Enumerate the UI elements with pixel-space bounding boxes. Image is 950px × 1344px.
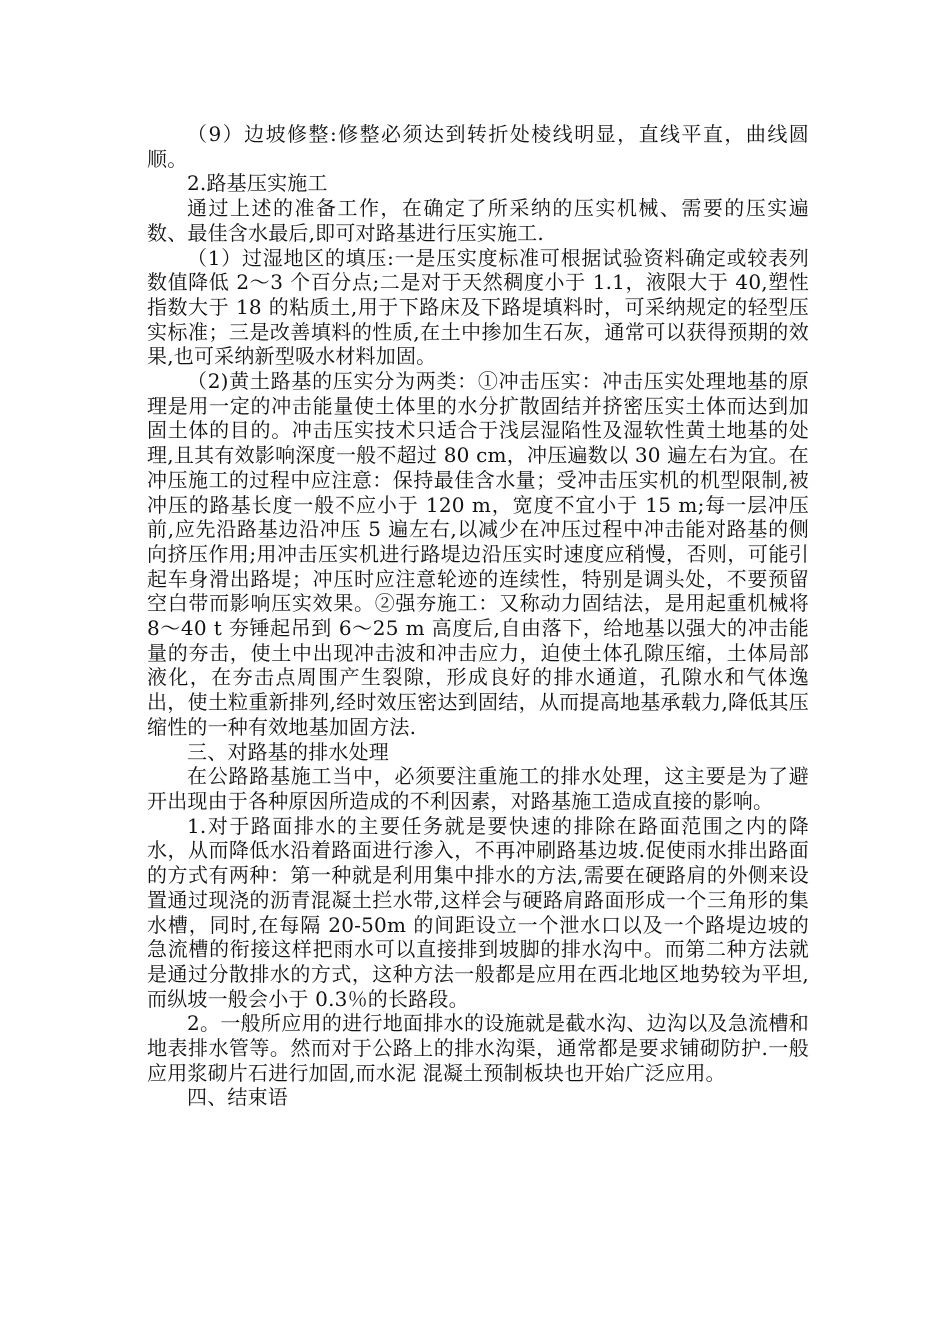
paragraph-wet-area-filling: （1）过湿地区的填压:一是压实度标准可根据试验资料确定或较表列数值降低 2～3 个百分点;二是对于天然稠度小于 1.1，液限大于 40,塑性指数大于 18 的粘质土,用于下路床及下路堤填料时，可采纳规定的轻型压实标准；三是改善填料的性质,在土中掺加生石灰，通常可以获得预期的效果,也可采纳新型吸水材料加固。 <box>147 245 809 369</box>
subheading-compaction: 2.路基压实施工 <box>187 171 328 196</box>
section-heading-conclusion: 四、结束语 <box>187 1085 288 1110</box>
paragraph-pavement-drainage: 1.对于路面排水的主要任务就是要快速的排除在路面范围之内的降水，从而降低水沿着路面进行渗入，不再冲刷路基边坡.促使雨水排出路面的方式有两种：第一种就是利用集中排水的方法,需要在硬路肩的外侧来设置通过现浇的沥青混凝土拦水带,这样会与硬路肩路面形成一个三角形的集水槽，同时,在每隔 20-50m 的间距设立一个泄水口以及一个路堤边坡的急流槽的衔接这样把雨水可以直接排到坡脚的排水沟中。而第二种方法就是通过分散排水的方式，这种方法一般都是应用在西北地区地势较为平坦,而纵坡一般会小于 0.3％的长路段。 <box>147 813 809 1011</box>
paragraph-compaction-intro: 通过上述的准备工作，在确定了所采纳的压实机械、需要的压实遍数、最佳含水最后,即可对路基进行压实施工. <box>147 196 809 245</box>
document-body <box>147 122 809 1110</box>
paragraph-loess-compaction: （2)黄土路基的压实分为两类：①冲击压实：冲击压实处理地基的原理是用一定的冲击能量使土体里的水分扩散固结并挤密压实土体而达到加固土体的目的。冲击压实技术只适合于浅层湿陷性及湿软性黄土地基的处理,且其有效影响深度一般不超过 80 cm，冲压遍数以 30 遍左右为宜。在冲压施工的过程中应注意：保持最佳含水量；受冲击压实机的机型限制,被冲压的路基长度一般不应小于 120 m，宽度不宜小于 15 m;每一层冲压前,应先沿路基边沿冲压 5 遍左右,以减少在冲压过程中冲击能对路基的侧向挤压作用;用冲击压实机进行路堤边沿压实时速度应稍慢，否则，可能引起车身滑出路堤；冲压时应注意轮迹的连续性，特别是调头处，不要预留空白带而影响压实效果。②强夯施工：又称动力固结法，是用起重机械将 8～40 t 夯锤起吊到 6～25 m 高度后,自由落下，给地基以强大的冲击能量的夯击，使土中出现冲击波和冲击应力，迫使土体孔隙压缩，土体局部液化，在夯击点周围产生裂隙，形成良好的排水通道，孔隙水和气体逸出，使土粒重新排列,经时效压密达到固结，从而提高地基承载力,降低其压缩性的一种有效地基加固方法. <box>147 369 809 739</box>
section-heading-drainage: 三、对路基的排水处理 <box>187 739 389 764</box>
paragraph-slope-trimming: （9）边坡修整:修整必须达到转折处棱线明显，直线平直，曲线圆顺。 <box>147 122 809 171</box>
paragraph-drainage-intro: 在公路路基施工当中，必须要注重施工的排水处理，这主要是为了避开出现由于各种原因所造成的不利因素，对路基施工造成直接的影响。 <box>147 764 809 813</box>
paragraph-ground-drainage: 2。一般所应用的进行地面排水的设施就是截水沟、边沟以及急流槽和地表排水管等。然而对于公路上的排水沟渠，通常都是要求铺砌防护.一般应用浆砌片石进行加固,而水泥 混凝土预制板块也开始广泛应用。 <box>147 1011 809 1085</box>
